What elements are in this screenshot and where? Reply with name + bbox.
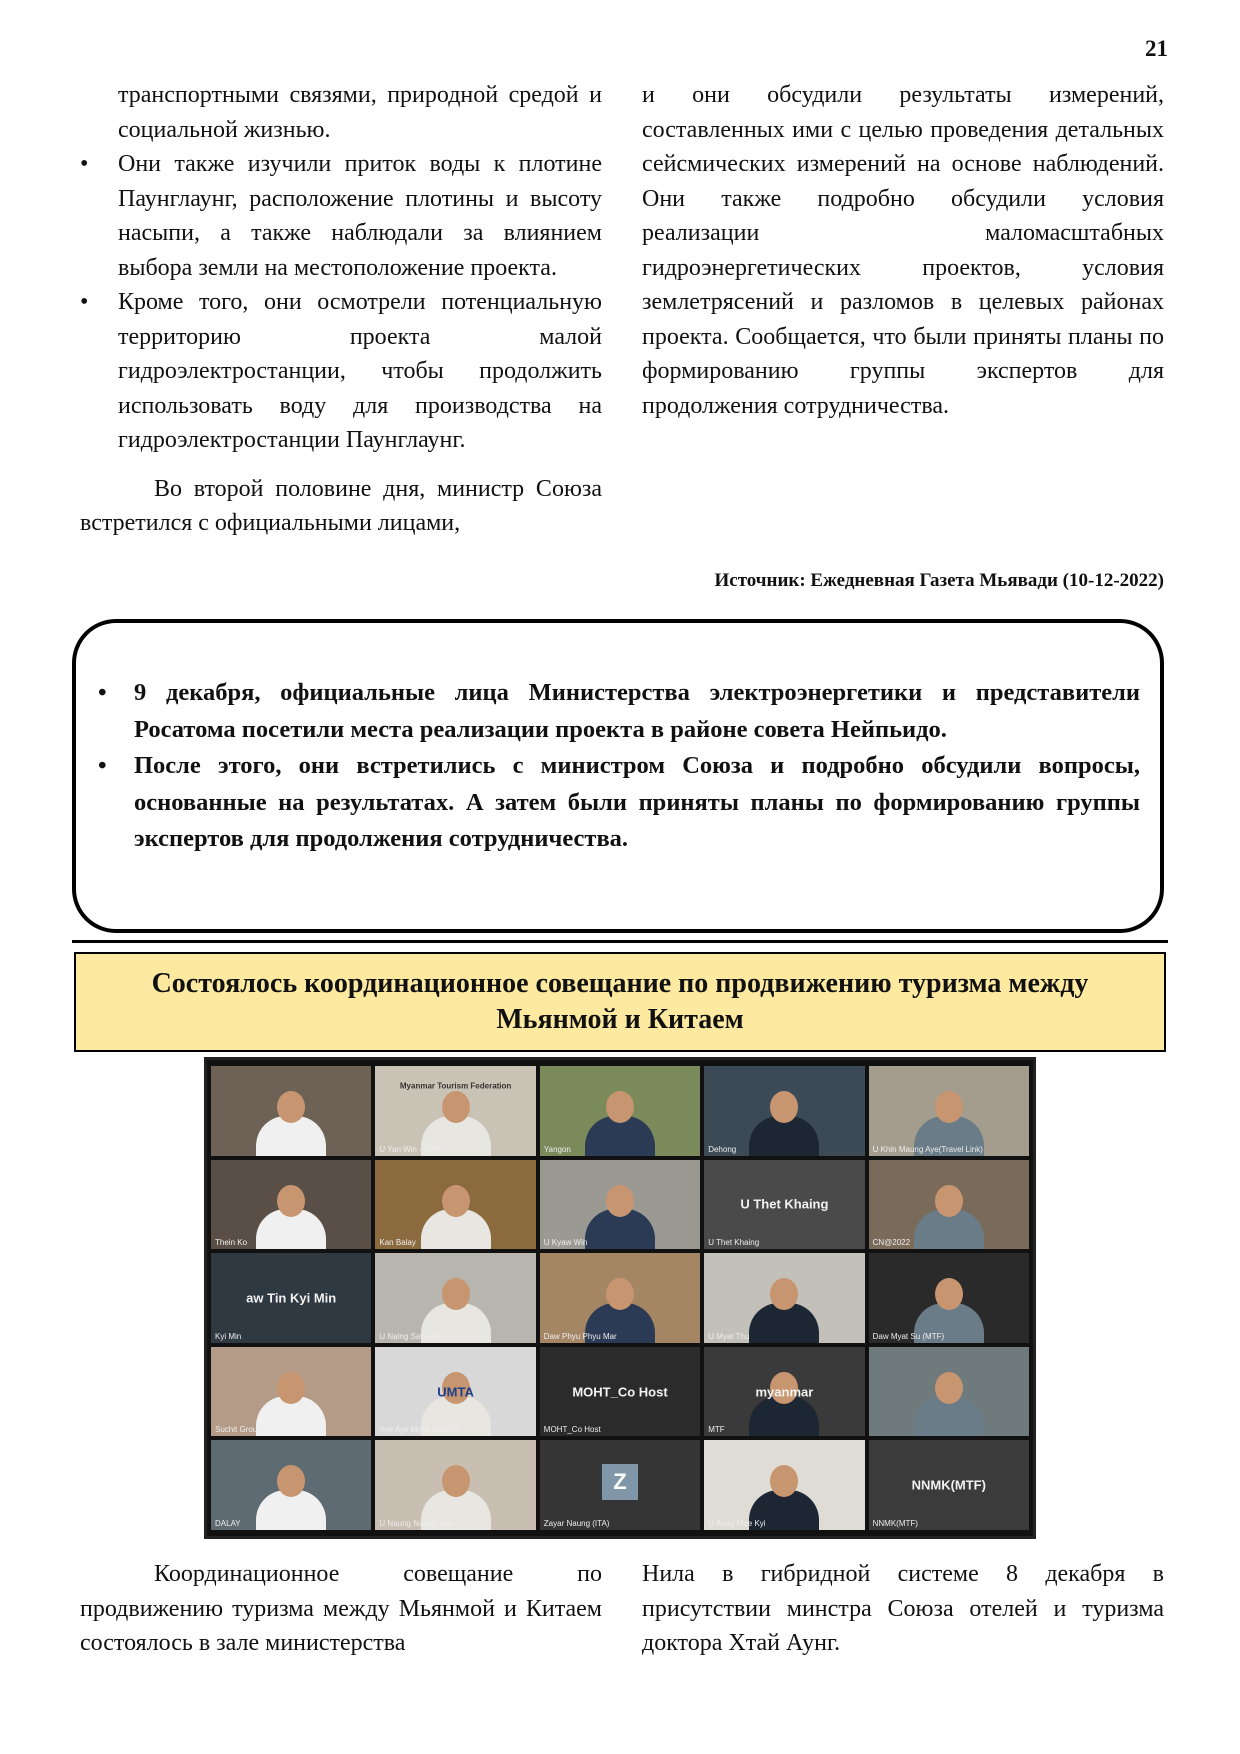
summary-item: • После этого, они встретились с министром Союза и подробно обсудили вопросы, основанные на результатах. А затем были приняты планы по формированию группы экспертов для продолжения сотрудничества. (134, 748, 1140, 858)
participant-tile (869, 1160, 1029, 1250)
participant-head (606, 1185, 634, 1217)
caption-paragraph: Координационное совещание по продвижению туризма между Мьянмой и Китаем состоялось в зале министерства (80, 1561, 602, 1656)
participant-tile (375, 1440, 535, 1530)
participant-tile (869, 1253, 1029, 1343)
tile-label: UMTA (437, 1384, 474, 1400)
participant-name: U Khin Maung Aye(Travel Link) (872, 1144, 983, 1154)
participant-tile (375, 1253, 535, 1343)
paragraph-continuation: транспортными связями, природной средой и социальной жизнью. (118, 82, 602, 143)
participant-name: NNMK(MTF) (872, 1518, 918, 1528)
tile-label: Myanmar Tourism Federation (399, 1081, 512, 1091)
participant-name: U Yan Win - MTF (379, 1144, 441, 1154)
tile-label: U Thet Khaing (740, 1196, 829, 1212)
participant-tile (211, 1253, 371, 1343)
participant-head (277, 1091, 305, 1123)
participant-name: MOHT_Co Host (543, 1425, 601, 1435)
participant-tile (211, 1347, 371, 1437)
participant-name: DALAY (215, 1518, 241, 1528)
page-number: 21 (1145, 36, 1168, 61)
participant-tile (540, 1066, 700, 1156)
participant-tile (211, 1160, 371, 1250)
participant-tile (375, 1160, 535, 1250)
participant-head (935, 1278, 963, 1310)
participant-head (442, 1091, 470, 1123)
participant-tile (704, 1440, 864, 1530)
participant-tile (211, 1440, 371, 1530)
participant-tile (540, 1160, 700, 1250)
participant-head (442, 1465, 470, 1497)
tile-label: aw Tin Kyi Min (246, 1290, 337, 1306)
right-column (642, 78, 1164, 423)
participant-tile (704, 1160, 864, 1250)
summary-box (72, 619, 1164, 933)
participant-name: U Thet Khaing (708, 1238, 760, 1248)
participant-name: Kan Balay (379, 1238, 416, 1248)
participant-name: U Naing Saw Lwin (379, 1331, 445, 1341)
participant-name: Yangon (543, 1144, 571, 1154)
participant-head (442, 1278, 470, 1310)
tile-label: NNMK(MTF) (911, 1477, 986, 1493)
participant-head (606, 1091, 634, 1123)
participant-grid (211, 1066, 1029, 1530)
participant-head (277, 1465, 305, 1497)
participant-name: Zayar Naung (ITA) (543, 1518, 610, 1528)
tile-label: MOHT_Co Host (572, 1384, 668, 1400)
participant-tile (540, 1253, 700, 1343)
participant-tile (869, 1347, 1029, 1437)
participant-name: Thein Ko (215, 1238, 248, 1248)
participant-head (770, 1278, 798, 1310)
paragraph: Во второй половине дня, министр Союза встретился с официальными лицами, (80, 475, 602, 536)
bullet-item: • Они также изучили приток воды к плотине Паунглаунг, расположение плотины и высоту насыпи, а также наблюдали за влиянием выбора земли на местоположение проекта. (80, 147, 602, 285)
bullet-item: • Кроме того, они осмотрели потенциальную территорию проекта малой гидроэлектростанции, чтобы продолжить использовать воду для производства на гидроэлектростанции Паунглаунг. (80, 285, 602, 458)
participant-head (277, 1185, 305, 1217)
source-citation: Источник: Ежедневная Газета Мьявади (10-12-2022) (714, 570, 1164, 591)
participant-tile (704, 1253, 864, 1343)
summary-item: • 9 декабря, официальные лица Министерства электроэнергетики и представители Росатома посетили места реализации проекта в районе совета Нейпьидо. (134, 675, 1140, 748)
caption-left (80, 1557, 602, 1661)
participant-name: Suchit Group of Companies (215, 1425, 314, 1435)
divider (72, 940, 1168, 943)
participant-name: Kyi Min (215, 1331, 242, 1341)
caption-right (642, 1557, 1164, 1661)
participant-tile (540, 1347, 700, 1437)
participant-tile (704, 1347, 864, 1437)
participant-tile (704, 1066, 864, 1156)
left-column (80, 78, 602, 541)
video-conference-photo (204, 1057, 1036, 1539)
participant-tile (869, 1440, 1029, 1530)
headline: Состоялось координационное совещание по продвижению туризма между Мьянмой и Китаем (151, 968, 1089, 1035)
summary-list (76, 623, 1160, 858)
headline-banner (74, 952, 1166, 1052)
caption-paragraph: Нила в гибридной системе 8 декабря в присутствии минстра Союза отелей и туризма доктора Хтай Аунг. (642, 1561, 1164, 1656)
participant-name: U Naung Naung Han (379, 1518, 454, 1528)
participant-name: Daw Myat Su (MTF) (872, 1331, 945, 1341)
participant-head (935, 1372, 963, 1404)
participant-head (935, 1185, 963, 1217)
participant-name: U Myat Thu (708, 1331, 750, 1341)
participant-tile (540, 1440, 700, 1530)
participant-head (277, 1372, 305, 1404)
participant-name: MTF (708, 1425, 725, 1435)
participant-head (606, 1278, 634, 1310)
participant-name: Aye Aye Myint (UMTA) (379, 1425, 460, 1435)
participant-tile (375, 1347, 535, 1437)
participant-head (770, 1091, 798, 1123)
participant-tile (869, 1066, 1029, 1156)
participant-head (770, 1465, 798, 1497)
bullet-list (80, 147, 602, 458)
participant-name: Dehong (708, 1144, 737, 1154)
participant-head (442, 1185, 470, 1217)
tile-label: myanmar (755, 1384, 814, 1400)
participant-name: CN@2022 (872, 1238, 911, 1248)
participant-head (935, 1091, 963, 1123)
avatar-initial: Z (602, 1464, 638, 1500)
paragraph: и они обсудили результаты измерений, составленных ими с целью проведения детальных сейсмических измерений на основе наблюдений. Они также подробно обсудили условия реализации маломасштабных гидроэнергетических проектов, условия землетрясений и разломов в целевых районах проекта. Сообщается, что были приняты планы по формированию группы экспертов для продолжения сотрудничества. (642, 82, 1164, 419)
participant-tile (375, 1066, 535, 1156)
participant-name: U Kyaw Win (543, 1238, 588, 1248)
participant-name: U Aung Moe Kyi (708, 1518, 766, 1528)
participant-name: Daw Phyu Phyu Mar (543, 1331, 617, 1341)
participant-tile (211, 1066, 371, 1156)
